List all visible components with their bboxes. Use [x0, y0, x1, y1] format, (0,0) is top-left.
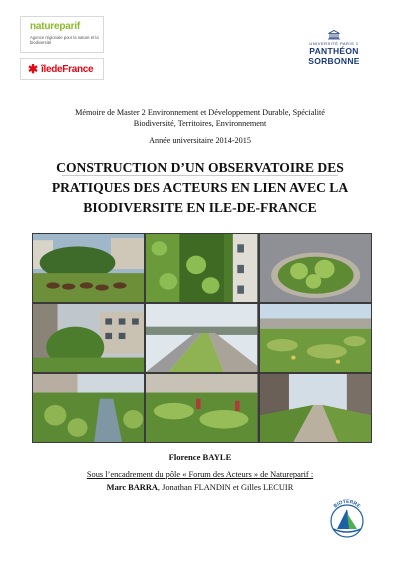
sorbonne-line2: PANTHÉON SORBONNE [308, 46, 360, 66]
memoire-line2: Biodiversité, Territoires, Environnement [133, 119, 267, 128]
pantheon-icon [327, 30, 341, 40]
ile-de-france-logo [20, 58, 104, 80]
academic-year: Année universitaire 2014-2015 [149, 136, 251, 145]
photo-promenade [260, 374, 371, 442]
supervisors-line [0, 483, 400, 492]
supervisors-rest: , Jonathan FLANDIN et Gilles LECUIR [157, 483, 294, 492]
author-name: Florence BAYLE [168, 452, 232, 462]
star-icon: ✱ [28, 62, 39, 76]
photo-sheep-grazing [33, 234, 144, 302]
title-line3: BIODIVERSITE EN ILE-DE-FRANCE [83, 200, 317, 215]
photo-roundabout [260, 234, 371, 302]
photo-tramway-track [146, 304, 257, 372]
bioterre-logo [325, 497, 369, 541]
photo-green-wall [146, 234, 257, 302]
supervision-line: Sous l’encadrement du pôle « Forum des Acteurs » de Natureparif : [86, 470, 314, 479]
natureparif-tagline: Agence régionale pour la nature et la biodiversité [30, 35, 99, 45]
photo-wetland [33, 374, 144, 442]
title-line1: CONSTRUCTION D’UN OBSERVATOIRE DES [56, 160, 344, 175]
natureparif-logo [20, 16, 104, 53]
supervisor-main: Marc BARRA [106, 483, 158, 492]
bioterre-text: BIOTERRE [332, 498, 362, 510]
title-divider [62, 175, 338, 176]
natureparif-brand: natureparif [30, 21, 81, 32]
ile-de-france-text: îledeFrance [41, 64, 94, 75]
title-line2: PRATIQUES DES ACTEURS EN LIEN AVEC LA [51, 180, 349, 195]
memoire-line1: Mémoire de Master 2 Environnement et Développement Durable, Spécialité [75, 108, 325, 117]
photo-courtyard [33, 304, 144, 372]
photo-mosaic [32, 233, 372, 443]
pantheon-sorbonne-logo [284, 30, 384, 66]
photo-community-garden [146, 374, 257, 442]
sorbonne-line1: UNIVERSITÉ PARIS 1 [309, 41, 359, 46]
photo-green-roof [260, 304, 371, 372]
